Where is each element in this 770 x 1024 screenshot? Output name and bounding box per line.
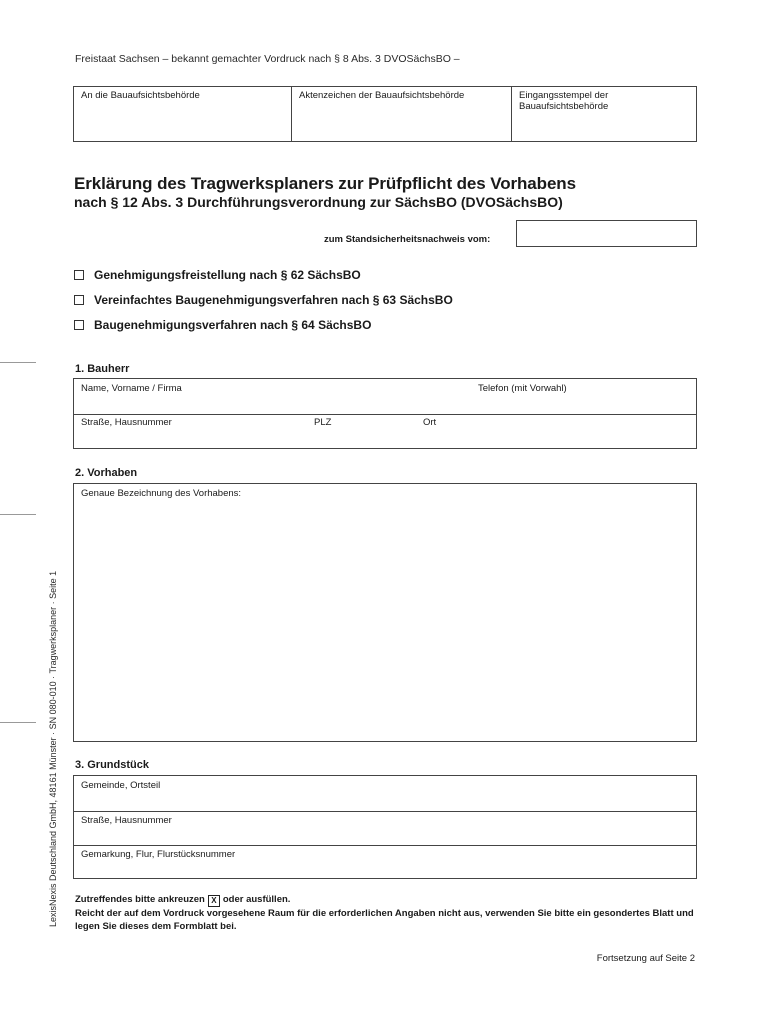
proof-date-input[interactable] xyxy=(516,220,697,247)
client-box xyxy=(73,378,697,449)
section-1-heading: 1. Bauherr xyxy=(75,363,130,375)
municipality-label: Gemeinde, Ortsteil xyxy=(81,780,161,791)
procedure-option-64[interactable] xyxy=(74,318,371,332)
fold-mark xyxy=(0,722,36,723)
authority-recipient-field[interactable] xyxy=(74,87,292,141)
fold-mark xyxy=(0,514,36,515)
procedure-64-label: Baugenehmigungsverfahren nach § 64 SächsBO xyxy=(94,318,372,332)
footnote-space-note: Reicht der auf dem Vordruck vorgesehene Raum für die erforderlichen Angaben nicht aus, verwenden Sie bitte ein gesondertes Blatt und legen Sie dieses dem Formblatt bei. xyxy=(75,908,694,932)
client-zip-label: PLZ xyxy=(314,417,332,428)
authority-box xyxy=(73,86,697,142)
footnote-instruction: Zutreffendes bitte ankreuzen xyxy=(75,894,205,905)
property-box xyxy=(73,775,697,879)
form-subtitle: nach § 12 Abs. 3 Durchführungsverordnung zur SächsBO (DVOSächsBO) xyxy=(74,194,563,210)
receipt-stamp-label: Eingangsstempel der Bauaufsichtsbehörde xyxy=(519,90,609,112)
form-title: Erklärung des Tragwerksplaners zur Prüfpflicht des Vorhabens xyxy=(74,174,576,193)
proof-date-label: zum Standsicherheitsnachweis vom: xyxy=(324,234,491,245)
checked-box-example: X xyxy=(208,895,220,907)
section-3-heading: 3. Grundstück xyxy=(75,759,149,771)
client-city-label: Ort xyxy=(423,417,437,428)
client-phone-label: Telefon (mit Vorwahl) xyxy=(478,383,567,394)
authority-recipient-label: An die Bauaufsichtsbehörde xyxy=(81,90,200,101)
procedure-option-63[interactable] xyxy=(74,293,453,307)
procedure-62-label: Genehmigungsfreistellung nach § 62 SächsBO xyxy=(94,268,361,282)
client-street-label: Straße, Hausnummer xyxy=(81,417,172,428)
footnote xyxy=(75,893,705,933)
procedure-option-62[interactable] xyxy=(74,268,361,282)
client-name-label: Name, Vorname / Firma xyxy=(81,383,182,394)
project-description-field[interactable] xyxy=(73,483,697,742)
file-number-label: Aktenzeichen der Bauaufsichtsbehörde xyxy=(299,90,465,101)
divider xyxy=(74,845,696,846)
continuation-note: Fortsetzung auf Seite 2 xyxy=(596,953,695,964)
form-header-line: Freistaat Sachsen – bekannt gemachter Vordruck nach § 8 Abs. 3 DVOSächsBO – xyxy=(75,53,460,65)
publisher-side-text: LexisNexis Deutschland GmbH, 48161 Münster · SN 080-010 · Tragwerksplaner · Seite 1 xyxy=(48,570,58,927)
divider xyxy=(74,811,696,812)
file-number-field[interactable] xyxy=(292,87,512,141)
section-2-heading: 2. Vorhaben xyxy=(75,467,138,479)
procedure-62-checkbox[interactable] xyxy=(74,270,84,280)
receipt-stamp-field[interactable] xyxy=(512,87,696,141)
procedure-64-checkbox[interactable] xyxy=(74,320,84,330)
procedure-63-checkbox[interactable] xyxy=(74,295,84,305)
parcel-label: Gemarkung, Flur, Flurstücksnummer xyxy=(81,849,236,860)
procedure-63-label: Vereinfachtes Baugenehmigungsverfahren nach § 63 SächsBO xyxy=(94,293,453,307)
property-street-label: Straße, Hausnummer xyxy=(81,815,172,826)
footnote-instruction-end: oder ausfüllen. xyxy=(222,894,291,905)
fold-mark xyxy=(0,362,36,363)
divider xyxy=(74,414,696,415)
project-description-label: Genaue Bezeichnung des Vorhabens: xyxy=(81,488,242,499)
